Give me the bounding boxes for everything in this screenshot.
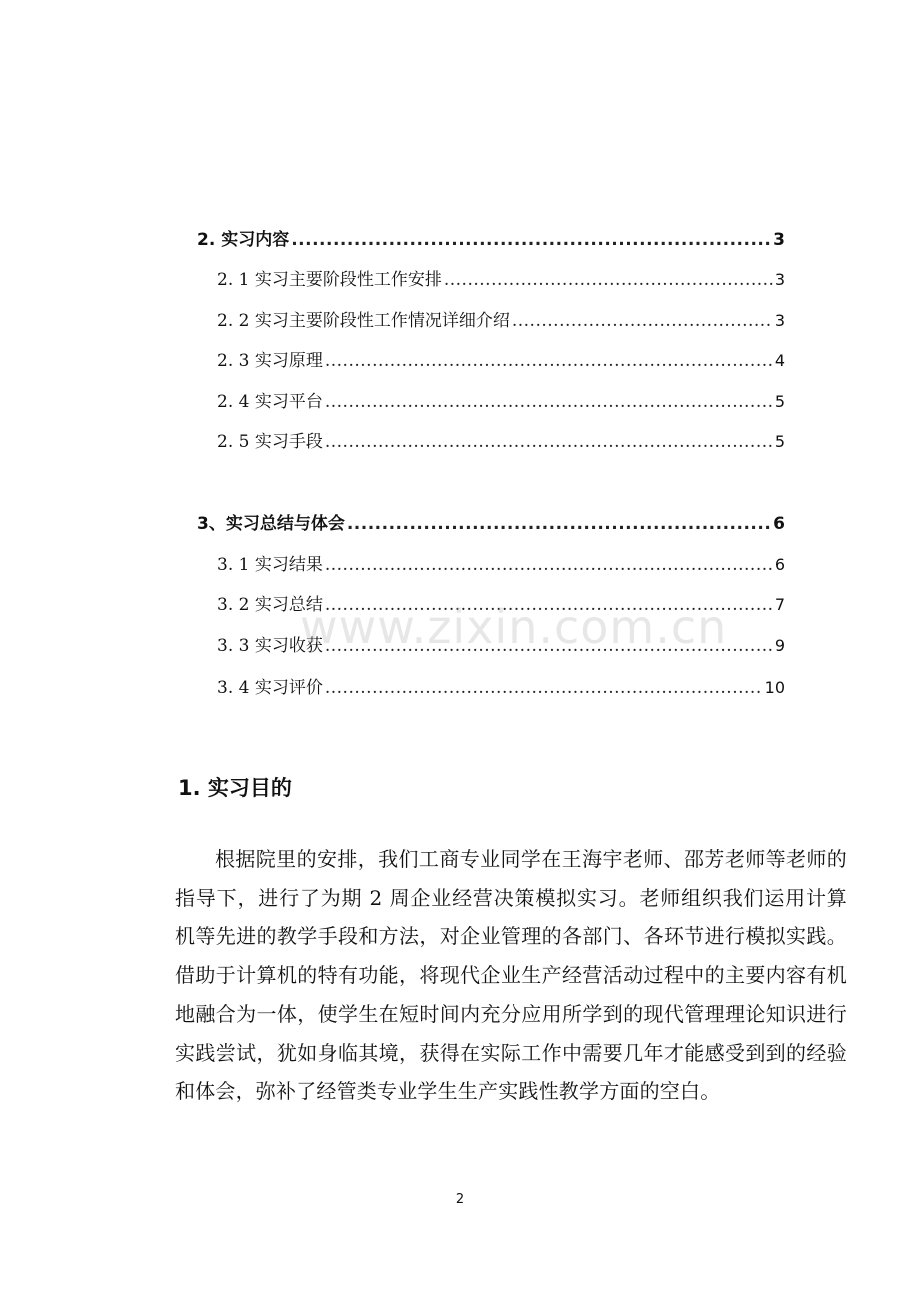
section-heading: 1. 实习目的 <box>178 776 292 800</box>
page-number: 2 <box>455 1192 465 1207</box>
toc-entry-2-5[interactable] <box>217 427 785 452</box>
toc-leader-dots <box>444 270 773 290</box>
toc-entry-title: 3、实习总结与体会 <box>197 514 345 534</box>
toc-entry-title: 3. 2 实习总结 <box>217 595 323 615</box>
toc-entry-page: 6 <box>774 555 785 574</box>
toc-leader-dots <box>325 555 773 575</box>
toc-entry-2-1[interactable] <box>217 265 785 290</box>
toc-entry-page: 6 <box>773 514 785 534</box>
toc-leader-dots <box>325 678 763 698</box>
toc-leader-dots <box>325 432 773 452</box>
toc-entry-title: 2. 实习内容 <box>197 230 290 250</box>
toc-entry-2-3[interactable] <box>217 346 785 371</box>
toc-entry-title: 3. 4 实习评价 <box>217 678 323 698</box>
toc-entry-title: 2. 5 实习手段 <box>217 432 323 452</box>
toc-leader-dots <box>512 311 773 331</box>
toc-leader-dots <box>325 392 773 412</box>
toc-entry-page: 5 <box>774 432 785 451</box>
toc-entry-2-2[interactable] <box>217 306 785 331</box>
toc-entry-title: 3. 3 实习收获 <box>217 636 323 656</box>
toc-entry-chapter-2[interactable] <box>197 225 785 250</box>
toc-entry-page: 3 <box>774 311 785 330</box>
toc-entry-2-4[interactable] <box>217 387 785 412</box>
toc-leader-dots <box>325 351 773 371</box>
toc-entry-title: 3. 1 实习结果 <box>217 555 323 575</box>
toc-entry-title: 2. 4 实习平台 <box>217 392 323 412</box>
toc-leader-dots <box>291 230 771 250</box>
toc-entry-page: 7 <box>774 595 785 614</box>
toc-entry-page: 3 <box>774 270 785 289</box>
toc-entry-page: 10 <box>764 678 785 697</box>
toc-entry-chapter-3[interactable] <box>197 509 785 534</box>
toc-entry-page: 3 <box>773 230 785 250</box>
toc-entry-page: 4 <box>774 351 785 370</box>
body-paragraph: 根据院里的安排，我们工商专业同学在王海宇老师、邵芳老师等老师的指导下，进行了为期 2 周企业经营决策模拟实习。老师组织我们运用计算机等先进的教学手段和方法，对企业管理的各部门、各环节进行模拟实践。借助于计算机的特有功能，将现代企业生产经营活动过程中的主要内容有机地融合为一体，使学生在短时间内充分应用所学到的现代管理理论知识进行实践尝试，犹如身临其境，获得在实际工作中需要几年才能感受到到的经验和体会，弥补了经管类专业学生生产实践性教学方面的空白。 <box>175 847 847 1104</box>
toc-entry-title: 2. 3 实习原理 <box>217 351 323 371</box>
toc-entry-page: 5 <box>774 392 785 411</box>
toc-entry-page: 9 <box>774 636 785 655</box>
toc-entry-3-4[interactable] <box>217 673 785 698</box>
toc-leader-dots <box>347 514 771 534</box>
watermark: www.zixin.com.cn <box>300 600 728 654</box>
toc-entry-title: 2. 1 实习主要阶段性工作安排 <box>217 270 442 290</box>
toc-entry-title: 2. 2 实习主要阶段性工作情况详细介绍 <box>217 311 510 331</box>
toc-entry-3-1[interactable] <box>217 550 785 575</box>
